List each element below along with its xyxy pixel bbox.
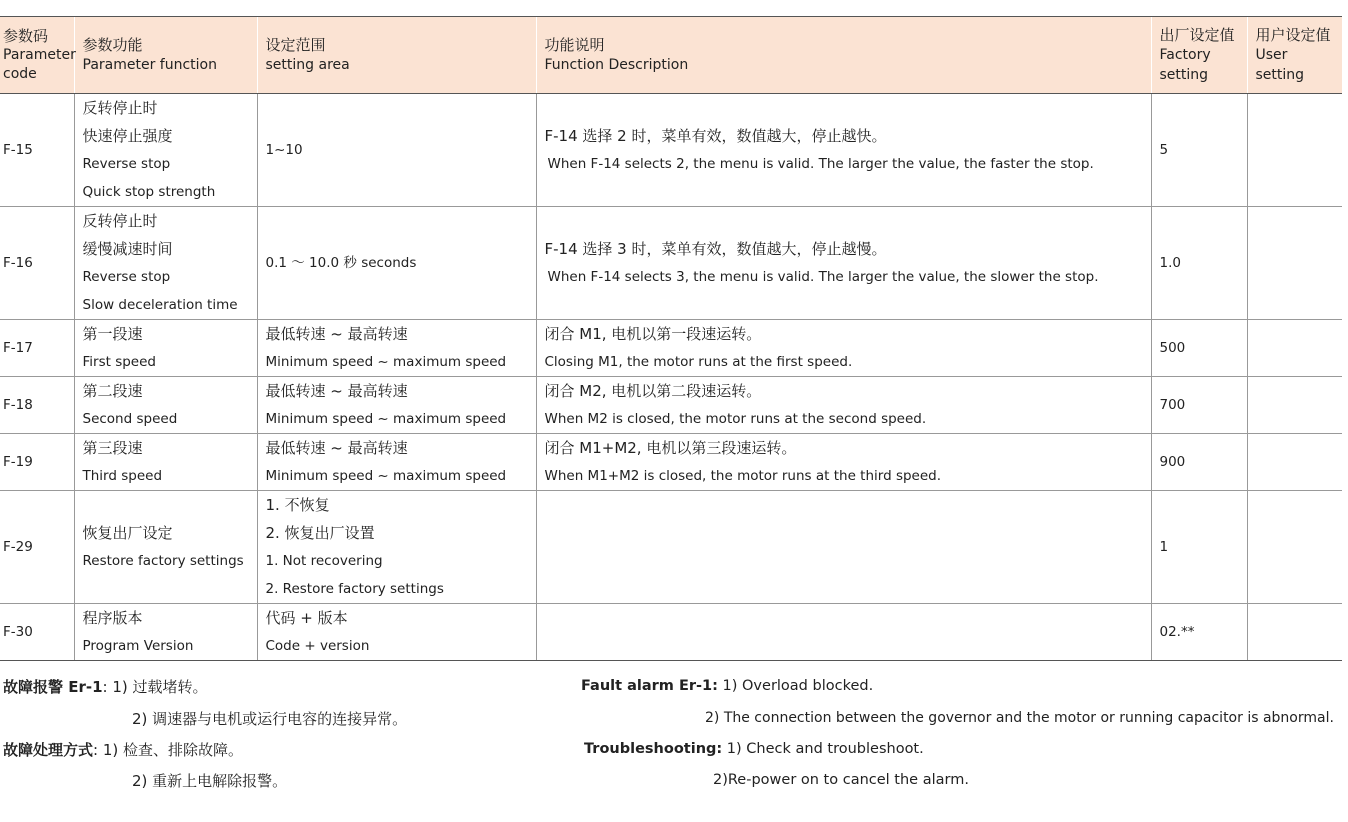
table-row <box>0 491 1342 604</box>
param-user-setting <box>1247 604 1342 661</box>
cn-fault-alarm-line-2: 2) 调速器与电机或运行电容的连接异常。 <box>132 710 408 728</box>
param-user-setting <box>1247 320 1342 377</box>
param-description: F-14 选择 2 时，菜单有效，数值越大，停止越快。 When F-14 selects 2, the menu is valid. The larger the value, the faster the stop. <box>536 94 1151 207</box>
param-factory-setting: 500 <box>1151 320 1247 377</box>
param-factory-setting: 700 <box>1151 377 1247 434</box>
table-row <box>0 94 1342 207</box>
table-row <box>0 604 1342 661</box>
param-function: 反转停止时 快速停止强度 Reverse stop Quick stop strength <box>74 94 257 207</box>
param-range: 1~10 <box>257 94 536 207</box>
param-code: F-30 <box>0 604 74 661</box>
param-code: F-16 <box>0 207 74 320</box>
param-range: 0.1 ～ 10.0 秒 seconds <box>257 207 536 320</box>
parameter-table <box>0 16 1342 661</box>
param-function: 第二段速 Second speed <box>74 377 257 434</box>
param-range: 1. 不恢复 2. 恢复出厂设置 1. Not recovering 2. Restore factory settings <box>257 491 536 604</box>
header-factory-setting: 出厂设定值 Factory setting <box>1151 17 1247 94</box>
param-description: F-14 选择 3 时，菜单有效，数值越大，停止越慢。 When F-14 selects 3, the menu is valid. The larger the value, the slower the stop. <box>536 207 1151 320</box>
param-range: 最低转速 ~ 最高转速 Minimum speed ~ maximum speed <box>257 320 536 377</box>
param-user-setting <box>1247 377 1342 434</box>
param-range: 最低转速 ~ 最高转速 Minimum speed ~ maximum speed <box>257 377 536 434</box>
param-user-setting <box>1247 491 1342 604</box>
param-factory-setting: 900 <box>1151 434 1247 491</box>
en-troubleshooting-line-2: 2)Re-power on to cancel the alarm. <box>713 772 969 788</box>
en-troubleshooting-line-1: Troubleshooting: 1) Check and troubleshoot. <box>584 741 924 757</box>
header-setting-range: 设定范围 setting area <box>257 17 536 94</box>
param-code: F-18 <box>0 377 74 434</box>
param-description <box>536 604 1151 661</box>
param-description: 闭合 M2, 电机以第二段速运转。 When M2 is closed, the motor runs at the second speed. <box>536 377 1151 434</box>
param-factory-setting: 5 <box>1151 94 1247 207</box>
cn-troubleshooting-line-1: 故障处理方式: 1) 检查、排除故障。 <box>3 741 244 759</box>
param-function: 反转停止时 缓慢减速时间 Reverse stop Slow deceleration time <box>74 207 257 320</box>
header-user-setting: 用户设定值 User setting <box>1247 17 1342 94</box>
table-header-row <box>0 17 1342 94</box>
param-code: F-17 <box>0 320 74 377</box>
param-function: 恢复出厂设定 Restore factory settings <box>74 491 257 604</box>
param-range: 最低转速 ~ 最高转速 Minimum speed ~ maximum speed <box>257 434 536 491</box>
cn-troubleshooting-line-2: 2) 重新上电解除报警。 <box>132 772 288 790</box>
param-user-setting <box>1247 207 1342 320</box>
param-range: 代码 + 版本 Code + version <box>257 604 536 661</box>
param-factory-setting: 1.0 <box>1151 207 1247 320</box>
param-description <box>536 491 1151 604</box>
param-description: 闭合 M1+M2, 电机以第三段速运转。 When M1+M2 is closed, the motor runs at the third speed. <box>536 434 1151 491</box>
param-code: F-19 <box>0 434 74 491</box>
param-factory-setting: 1 <box>1151 491 1247 604</box>
table-row <box>0 207 1342 320</box>
table-row <box>0 377 1342 434</box>
param-description: 闭合 M1, 电机以第一段速运转。 Closing M1, the motor runs at the first speed. <box>536 320 1151 377</box>
en-fault-alarm-line-2: 2) The connection between the governor and the motor or running capacitor is abnormal. <box>705 710 1334 726</box>
header-parameter-function: 参数功能 Parameter function <box>74 17 257 94</box>
param-user-setting <box>1247 434 1342 491</box>
header-parameter-code: 参数码 Parameter code <box>0 17 74 94</box>
header-function-description: 功能说明 Function Description <box>536 17 1151 94</box>
param-function: 第三段速 Third speed <box>74 434 257 491</box>
param-code: F-15 <box>0 94 74 207</box>
table-row <box>0 320 1342 377</box>
param-factory-setting: 02.** <box>1151 604 1247 661</box>
param-function: 第一段速 First speed <box>74 320 257 377</box>
param-code: F-29 <box>0 491 74 604</box>
cn-fault-alarm-line-1: 故障报警 Er-1: 1) 过载堵转。 <box>3 678 208 696</box>
en-fault-alarm-line-1: Fault alarm Er-1: 1) Overload blocked. <box>581 678 874 694</box>
param-function: 程序版本 Program Version <box>74 604 257 661</box>
param-user-setting <box>1247 94 1342 207</box>
table-row <box>0 434 1342 491</box>
